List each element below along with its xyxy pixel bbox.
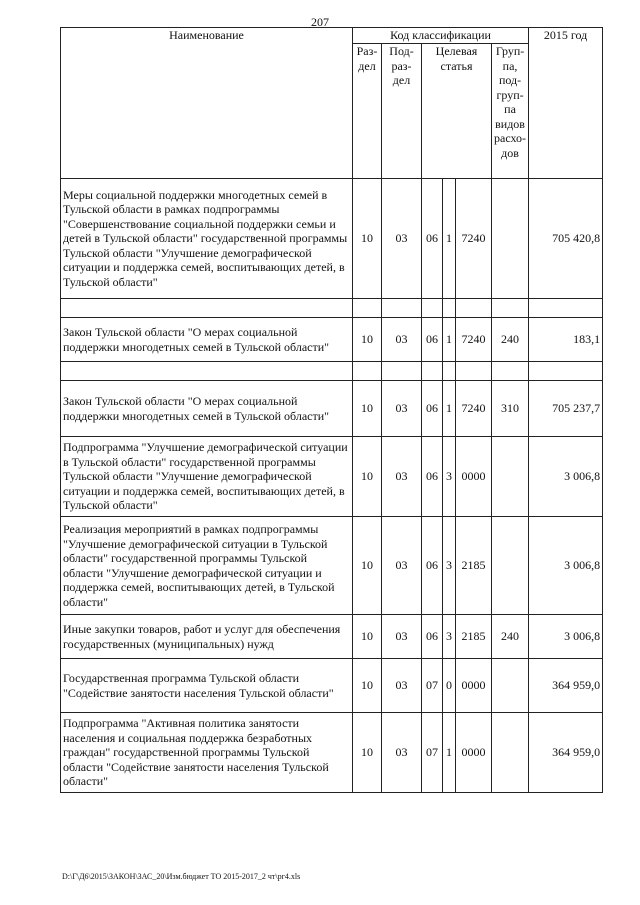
subsection-code: 03 <box>382 615 422 659</box>
row-name: Закон Тульской области "О мерах социальной поддержки многодетных семей в Тульской области" <box>61 381 353 437</box>
spacer-cell <box>353 299 382 318</box>
header-year: 2015 год <box>529 28 603 179</box>
table-body <box>61 179 603 793</box>
subsection-code: 03 <box>382 318 422 362</box>
amount-2015: 3 006,8 <box>529 615 603 659</box>
target-code-direction: 7240 <box>456 179 492 299</box>
spacer-cell <box>422 299 443 318</box>
expense-type-code: 310 <box>492 381 529 437</box>
target-code-program: 06 <box>422 517 443 615</box>
spacer-cell <box>382 362 422 381</box>
target-code-program: 06 <box>422 318 443 362</box>
amount-2015: 364 959,0 <box>529 659 603 713</box>
row-name: Закон Тульской области "О мерах социальной поддержки многодетных семей в Тульской области" <box>61 318 353 362</box>
row-spacer <box>61 299 603 318</box>
table-row <box>61 659 603 713</box>
file-path-footer: D:\Г\Д6\2015\ЗАКОН\ЗАС_20\Изм.бюджет ТО 2015-2017_2 чт\рг4.xls <box>62 872 301 881</box>
spacer-cell <box>492 299 529 318</box>
table-row <box>61 713 603 793</box>
header-subsection: Под- раз- дел <box>382 44 422 179</box>
spacer-cell <box>61 299 353 318</box>
row-name: Иные закупки товаров, работ и услуг для обеспечения государственных (муниципальных) нужд <box>61 615 353 659</box>
spacer-cell <box>443 299 456 318</box>
expense-type-code <box>492 713 529 793</box>
target-code-direction: 0000 <box>456 713 492 793</box>
subsection-code: 03 <box>382 381 422 437</box>
target-code-program: 06 <box>422 179 443 299</box>
subsection-code: 03 <box>382 713 422 793</box>
expense-type-code <box>492 179 529 299</box>
header-target-article: Целевая статья <box>422 44 492 179</box>
amount-2015: 3 006,8 <box>529 437 603 517</box>
header-section: Раз- дел <box>353 44 382 179</box>
target-code-subprogram: 1 <box>443 713 456 793</box>
target-code-direction: 0000 <box>456 437 492 517</box>
expense-type-code <box>492 517 529 615</box>
target-code-direction: 2185 <box>456 517 492 615</box>
target-code-program: 06 <box>422 437 443 517</box>
subsection-code: 03 <box>382 437 422 517</box>
target-code-program: 06 <box>422 615 443 659</box>
page-number: 207 <box>311 15 329 29</box>
header-expense-group: Груп- па, под- груп- па видов расхо- дов <box>492 44 529 179</box>
target-code-direction: 7240 <box>456 318 492 362</box>
expense-type-code: 240 <box>492 318 529 362</box>
spacer-cell <box>382 299 422 318</box>
row-name: Меры социальной поддержки многодетных семей в Тульской области в рамках подпрограммы "Совершенствование социальной поддержки семьи и детей в Тульской области" государственной программы Тульской области "Улучшение демографической ситуации и поддержка семей, воспитывающих детей, в Тульской области" <box>61 179 353 299</box>
target-code-program: 07 <box>422 713 443 793</box>
spacer-cell <box>422 362 443 381</box>
target-code-subprogram: 1 <box>443 179 456 299</box>
target-code-direction: 7240 <box>456 381 492 437</box>
target-code-program: 06 <box>422 381 443 437</box>
table-row <box>61 517 603 615</box>
section-code: 10 <box>353 713 382 793</box>
expense-type-code <box>492 659 529 713</box>
row-name: Подпрограмма "Активная политика занятости населения и социальная поддержка безработных граждан" государственной программы Тульской области "Содействие занятости населения Тульской области" <box>61 713 353 793</box>
table-header <box>61 28 603 179</box>
section-code: 10 <box>353 437 382 517</box>
row-name: Реализация мероприятий в рамках подпрограммы "Улучшение демографической ситуации в Тульской области" государственной программы Тульской области "Улучшение демографической ситуации и поддержка семей, воспитывающих детей, в Тульской области" <box>61 517 353 615</box>
section-code: 10 <box>353 659 382 713</box>
target-code-subprogram: 1 <box>443 318 456 362</box>
amount-2015: 183,1 <box>529 318 603 362</box>
section-code: 10 <box>353 179 382 299</box>
expense-type-code: 240 <box>492 615 529 659</box>
target-code-program: 07 <box>422 659 443 713</box>
target-code-subprogram: 1 <box>443 381 456 437</box>
target-code-direction: 2185 <box>456 615 492 659</box>
table-row <box>61 318 603 362</box>
section-code: 10 <box>353 381 382 437</box>
amount-2015: 364 959,0 <box>529 713 603 793</box>
header-classification-code: Код классификации <box>353 28 529 44</box>
section-code: 10 <box>353 615 382 659</box>
subsection-code: 03 <box>382 659 422 713</box>
budget-table <box>60 27 603 793</box>
spacer-cell <box>529 299 603 318</box>
header-name: Наименование <box>61 28 353 179</box>
spacer-cell <box>443 362 456 381</box>
spacer-cell <box>456 362 492 381</box>
table-row <box>61 615 603 659</box>
target-code-subprogram: 3 <box>443 437 456 517</box>
table-row <box>61 381 603 437</box>
spacer-cell <box>492 362 529 381</box>
row-name: Подпрограмма "Улучшение демографической ситуации в Тульской области" государственной программы Тульской области "Улучшение демографической ситуации и поддержка семей, воспитывающих детей, в Тульской области" <box>61 437 353 517</box>
amount-2015: 705 237,7 <box>529 381 603 437</box>
row-spacer <box>61 362 603 381</box>
section-code: 10 <box>353 517 382 615</box>
spacer-cell <box>61 362 353 381</box>
expense-type-code <box>492 437 529 517</box>
target-code-subprogram: 0 <box>443 659 456 713</box>
subsection-code: 03 <box>382 179 422 299</box>
spacer-cell <box>456 299 492 318</box>
amount-2015: 3 006,8 <box>529 517 603 615</box>
table-row <box>61 437 603 517</box>
table-row <box>61 179 603 299</box>
amount-2015: 705 420,8 <box>529 179 603 299</box>
row-name: Государственная программа Тульской области "Содействие занятости населения Тульской области" <box>61 659 353 713</box>
subsection-code: 03 <box>382 517 422 615</box>
section-code: 10 <box>353 318 382 362</box>
spacer-cell <box>529 362 603 381</box>
spacer-cell <box>353 362 382 381</box>
target-code-subprogram: 3 <box>443 517 456 615</box>
target-code-subprogram: 3 <box>443 615 456 659</box>
target-code-direction: 0000 <box>456 659 492 713</box>
